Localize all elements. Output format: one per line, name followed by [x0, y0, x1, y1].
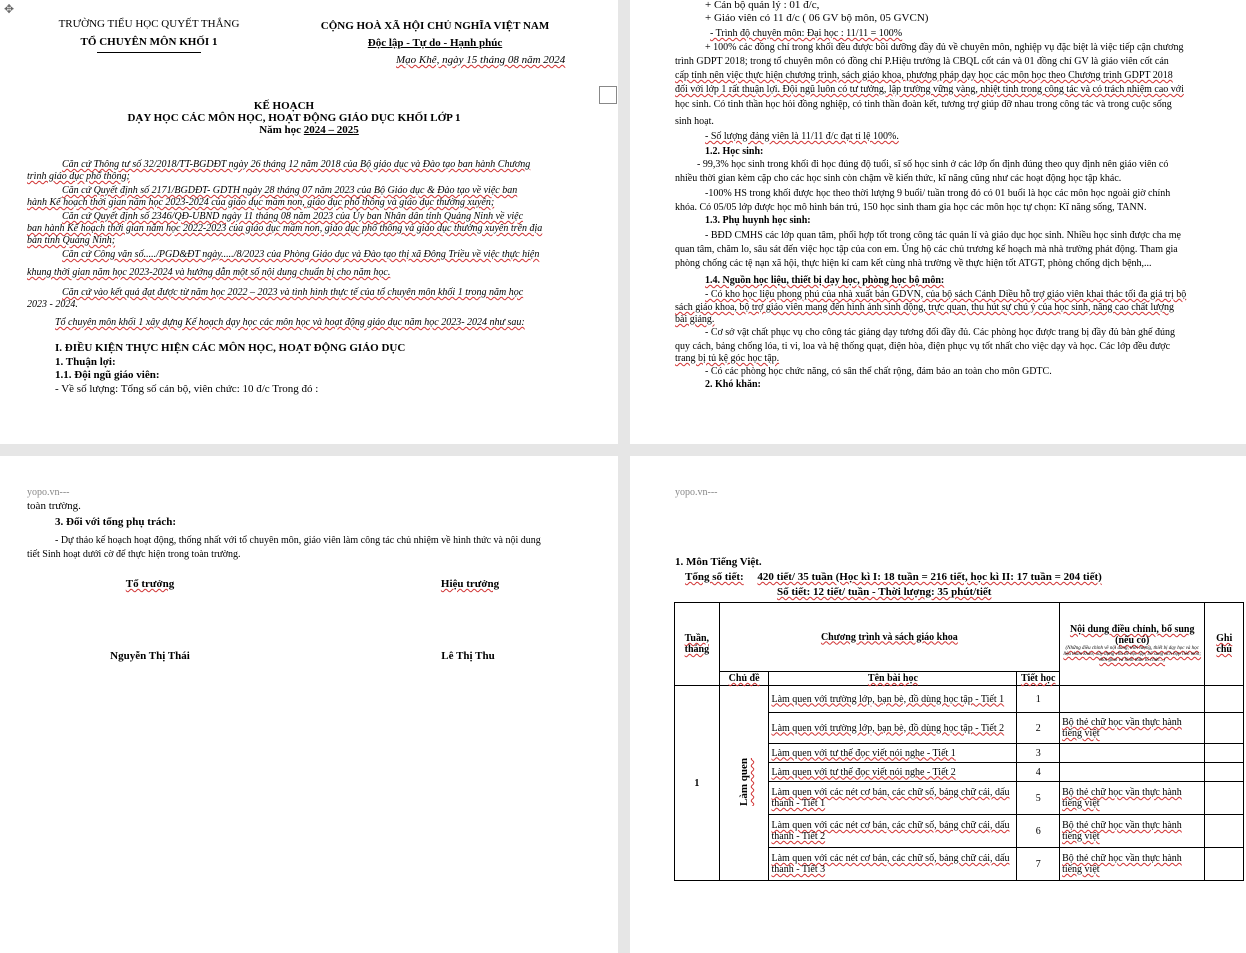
basis-line: Tổ chuyên môn khối 1 xây dựng Kế hoạch dạy học các môn học và hoạt động giáo dục năm học 2023- 2024 như sau: — [55, 317, 525, 328]
plan-title: KẾ HOẠCH — [253, 100, 315, 112]
note-cell — [1205, 713, 1244, 744]
table-header-row — [675, 603, 1244, 672]
text-line: + Cán bộ quản lý : 01 đ/c, — [705, 0, 820, 11]
text-line: sách giáo khoa, bộ trợ giáo viên mang đến hình ảnh sinh động, trực quan, thu hút sự chú ý của học sinh, nâng cao chất lượng — [675, 302, 1174, 313]
signature-title-left: Tổ trưởng — [125, 578, 175, 590]
basis-line: 2023 - 2024. — [27, 299, 78, 310]
checkbox[interactable] — [599, 86, 617, 104]
text-line: học sinh. Có tinh thần học hỏi đồng nghiệp, có tinh thần đoàn kết, tương trợ giúp đỡ nhau trong công tác và trong cuộc sống — [675, 99, 1172, 110]
text-line: trang bị tủ kệ góc học tập. — [675, 353, 780, 364]
adjust-cell — [1060, 686, 1205, 713]
country-header: CỘNG HOÀ XÃ HỘI CHỦ NGHĨA VIỆT NAM — [320, 20, 550, 32]
adjust-text: Bộ thẻ chữ học vần thực hành tiếng việt — [1062, 717, 1182, 739]
subsection-heading: 1.1. Đội ngũ giáo viên: — [55, 369, 160, 381]
basis-line: khung thời gian năm học 2023-2024 và hướng dẫn một số nội dung chuẩn bị cho năm học. — [27, 267, 391, 278]
period-cell: 2 — [1017, 713, 1060, 744]
text-line: bài giảng. — [675, 314, 715, 325]
school-year — [154, 124, 464, 137]
basis-line: Căn cứ Quyết định số 2346/QĐ-UBND ngày 11 tháng 08 năm 2023 của Ủy ban Nhân dân tỉnh Quảng Ninh về việc — [62, 211, 524, 222]
lesson-name: Làm quen với các nét cơ bản, các chữ số, bảng chữ cái, dấu thanh - Tiết 2 — [771, 820, 1010, 842]
place-date: Mạo Khê, ngày 15 tháng 08 năm 2024 — [396, 54, 566, 66]
note-cell — [1205, 848, 1244, 881]
week-cell: 1 — [675, 686, 720, 881]
lesson-name: Làm quen với trường lớp, bạn bè, đồ dùng học tập - Tiết 1 — [771, 693, 1005, 705]
period-cell: 5 — [1017, 782, 1060, 815]
lesson-name: Làm quen với các nét cơ bản, các chữ số, bảng chữ cái, dấu thanh - Tiết 3 — [771, 853, 1010, 875]
header-topic-label: Chủ đề — [728, 673, 760, 684]
header-program — [719, 603, 1059, 672]
lesson-name: Làm quen với các nét cơ bản, các chữ số, bảng chữ cái, dấu thanh - Tiết 1 — [771, 787, 1010, 809]
lesson-cell — [769, 686, 1017, 713]
periods-per-week: Số tiết: 12 tiết/ tuần - Thời lượng: 35 phút/tiết — [777, 586, 992, 598]
curriculum-table — [674, 602, 1244, 881]
adjust-text: Bộ thẻ chữ học vần thực hành tiếng việt — [1062, 853, 1182, 875]
topic-label: Làm quen — [737, 757, 750, 806]
total-periods-label: Tổng số tiết: — [685, 571, 744, 583]
text-line: - Số lượng đảng viên là 11/11 đ/c đạt tỉ lệ 100%. — [705, 131, 899, 142]
table-row — [675, 686, 1244, 713]
school-name: TRƯỜNG TIỂU HỌC QUYẾT THẮNG — [58, 18, 240, 30]
text-line: quan tâm, chăm lo, sâu sát đến việc học tập của con em. Ủng hộ các chủ trương kế hoạch mà nhà trường phát động. Tham gia — [675, 244, 1178, 255]
text-line: trình GDPT 2018; trong tổ chuyên môn có đồng chí P.Hiệu trưởng là CBQL cốt cán và 01 đồng chí GV là giáo viên cốt cán — [675, 56, 1169, 67]
subsection-heading: 1.4. Nguồn học liệu, thiết bị dạy học, phòng học bộ môn: — [705, 275, 945, 286]
signature-name-left: Nguyễn Thị Thái — [110, 650, 190, 662]
adjust-cell — [1060, 763, 1205, 782]
document-page-1 — [0, 0, 618, 444]
header-adjust-note: (Những điều chỉnh về nội dung, thời lượng, thiết bị dạy học và học liệu tham khảo; xây dựng chủ đề học tập, bổ sung tích hợp liên môn; thời gian và hình thức tổ chức...) — [1063, 646, 1202, 663]
adjust-cell — [1060, 848, 1205, 881]
header-period — [1017, 672, 1060, 686]
section-heading: I. ĐIỀU KIỆN THỰC HIỆN CÁC MÔN HỌC, HOẠT ĐỘNG GIÁO DỤC — [55, 342, 406, 354]
watermark: yopo.vn--- — [675, 487, 718, 498]
document-page-4 — [630, 456, 1246, 953]
header-note — [1205, 603, 1244, 686]
text-line: + Giáo viên có 11 đ/c ( 06 GV bộ môn, 05 GVCN) — [705, 12, 929, 24]
lesson-name: Làm quen với tư thế đọc viết nói nghe - Tiết 2 — [771, 766, 956, 778]
header-note-label: Ghi chú — [1216, 633, 1233, 655]
staff-count: - Về số lượng: Tổng số cán bộ, viên chức: 10 đ/c Trong đó : — [55, 383, 319, 395]
text-line: - Có kho học liệu phong phú của nhà xuất bản GDVN, của bộ sách Cánh Diều hỗ trợ giáo viên khai thác tối đa giá trị bộ — [705, 289, 1187, 300]
lesson-name: Làm quen với trường lớp, bạn bè, đồ dùng học tập - Tiết 2 — [771, 722, 1005, 734]
text-line: toàn trường. — [27, 500, 81, 512]
lesson-cell — [769, 713, 1017, 744]
adjust-cell — [1060, 744, 1205, 763]
watermark: yopo.vn--- — [27, 487, 70, 498]
total-periods-value: 420 tiết/ 35 tuần (Học kì I: 18 tuần = 216 tiết, học kì II: 17 tuần = 204 tiết) — [757, 571, 1102, 583]
signature-name-right: Lê Thị Thu — [441, 650, 495, 662]
lesson-name: Làm quen với tư thế đọc viết nói nghe - Tiết 1 — [771, 747, 956, 759]
lesson-cell — [769, 848, 1017, 881]
subsection-heading: 2. Khó khăn: — [705, 379, 761, 390]
note-cell — [1205, 782, 1244, 815]
topic-cell — [719, 686, 769, 881]
adjust-cell — [1060, 815, 1205, 848]
text-line: - 99,3% học sinh trong khối đi học đúng độ tuổi, sĩ số học sinh ở các lớp ổn định đúng theo quy định nên giáo viên có — [697, 159, 1169, 170]
header-lesson-label: Tên bài học — [867, 673, 918, 684]
adjust-text: Bộ thẻ chữ học vần thực hành tiếng việt — [1062, 820, 1182, 842]
text-line: đối với lớp 1 rất thuận lợi. Đội ngũ luôn có tư tưởng, lập trường vững vàng, nhiệt tình trong công tác và có trách nhiệm cao với — [675, 84, 1184, 95]
text-line: - Cơ sở vật chất phục vụ cho công tác giảng dạy tương đối đầy đủ. Các phòng học được trang bị đầy đủ bàn ghế đúng — [705, 327, 1175, 338]
period-cell: 3 — [1017, 744, 1060, 763]
basis-line: Căn cứ Quyết định số 2171/BGDĐT- GDTH ngày 28 tháng 07 năm 2023 của Bộ Giáo dục & Đào tạo về việc ban — [62, 185, 518, 196]
header-period-label: Tiết học — [1020, 673, 1056, 684]
text-line: cấp tỉnh nên việc thực hiện chương trình, sách giáo khoa, phương pháp dạy học các môn học theo Chương trình GDPT 2018 — [675, 70, 1173, 81]
document-page-2 — [630, 0, 1246, 444]
subsection-heading: 3. Đối với tổng phụ trách: — [55, 516, 176, 528]
document-page-3 — [0, 456, 618, 953]
plan-subtitle: DẠY HỌC CÁC MÔN HỌC, HOẠT ĐỘNG GIÁO DỤC KHỐI LỚP 1 — [127, 112, 461, 124]
text-line: tiết Sinh hoạt dưới cờ để thực hiện trong toàn trường. — [27, 549, 241, 560]
note-cell — [1205, 686, 1244, 713]
text-line: - Dự thảo kế hoạch hoạt động, thống nhất với tổ chuyên môn, giáo viên làm công tác chủ nhiệm về hình thức và nội dung — [55, 535, 541, 546]
header-week — [675, 603, 720, 686]
text-line: sinh hoạt. — [675, 116, 714, 127]
text-line: - Có các phòng học chức năng, có sân thể chất rộng, đảm bảo an toàn cho môn GDTC. — [705, 366, 1052, 377]
text-line-content: - Trình độ chuyên môn: Đại học : 11/11 = 100% — [710, 28, 903, 39]
adjust-cell — [1060, 713, 1205, 744]
basis-line: Căn cứ vào kết quả đạt được từ năm học 2022 – 2023 và tình hình thực tế của tổ chuyên môn khối 1 trong năm học — [62, 287, 524, 298]
basis-line: Căn cứ Thông tư số 32/2018/TT-BGDĐT ngày 26 tháng 12 năm 2018 của Bộ giáo dục và Đào tạo ban hành Chương — [62, 159, 531, 170]
text-line: - BĐD CMHS các lớp quan tâm, phối hợp tốt trong công tác quản lí và giáo dục học sinh. Nhiều học sinh được cha mẹ — [705, 230, 1181, 241]
note-cell — [1205, 815, 1244, 848]
adjust-text: Bộ thẻ chữ học vần thực hành tiếng việt — [1062, 787, 1182, 809]
lesson-cell — [769, 744, 1017, 763]
basis-line: bàn tỉnh Quảng Ninh; — [27, 235, 116, 246]
adjust-cell — [1060, 782, 1205, 815]
header-week-label: Tuần, tháng — [684, 633, 710, 655]
lesson-cell — [769, 782, 1017, 815]
header-adjust-label: Nội dung điều chỉnh, bổ sung (nếu có) — [1069, 624, 1195, 646]
text-line: khóa. Có 05/05 lớp được học mô hình bán trú, 150 học sinh tham gia học các môn học tự chọn: Kĩ năng sống, TANN. — [675, 202, 1147, 213]
text-line: nhiều thời gian kèm cặp cho các học sinh còn chậm về kiến thức, kĩ năng cũng như các hoạt động học tập khác. — [675, 173, 1122, 184]
divider-line — [97, 52, 201, 53]
lesson-cell — [769, 815, 1017, 848]
move-handle-icon[interactable]: ✥ — [3, 2, 15, 16]
period-cell: 4 — [1017, 763, 1060, 782]
header-lesson — [769, 672, 1017, 686]
text-line: phòng chống các tệ nạn xã hội, thực hiện kí cam kết cùng nhà trường về thực hiện tốt ATGT, phòng chống dịch bệnh,... — [675, 258, 1152, 269]
basis-line: Căn cứ Công văn số...../PGD&ĐT ngày...../8/2023 của Phòng Giáo dục và Đào tạo thị xã Đông Triều về việc thực hiện — [62, 249, 540, 260]
basis-line: trình giáo dục phổ thông; — [27, 171, 130, 182]
text-line: -100% HS trong khối được học theo thời lượng 9 buổi/ tuần trong đó có 01 buổi là học các môn học ngoài giờ chính — [705, 188, 1171, 199]
basis-line: ban hành Kế hoạch thời gian năm học 2022-2023 của giáo dục mầm non, giáo dục phổ thông và giáo dục thường xuyên trên địa — [27, 223, 543, 234]
period-cell: 7 — [1017, 848, 1060, 881]
subsection-heading: 1.2. Học sinh: — [705, 146, 764, 157]
total-periods — [685, 571, 1102, 584]
subject-heading: 1. Môn Tiếng Việt. — [675, 556, 762, 568]
text-line — [710, 27, 902, 40]
group-name: TỔ CHUYÊN MÔN KHỐI 1 — [80, 36, 218, 48]
subsection-heading: 1. Thuận lợi: — [55, 356, 116, 368]
note-cell — [1205, 763, 1244, 782]
period-cell: 1 — [1017, 686, 1060, 713]
note-cell — [1205, 744, 1244, 763]
header-topic — [719, 672, 769, 686]
lesson-cell — [769, 763, 1017, 782]
school-year-value: 2024 – 2025 — [303, 124, 359, 136]
text-line: + 100% các đồng chí trong khối đều được bồi dưỡng đầy đủ về chuyên môn, nghiệp vụ đặc biệt là việc tiếp cận chương — [705, 42, 1184, 53]
text-line: quy cách, bảng chống lóa, ti vi, loa và hệ thống quạt, điện hòa, điện phục vụ tốt nhất cho việc dạy và học. Các lớp đều được — [675, 341, 1171, 352]
school-year-prefix: Năm học — [259, 124, 304, 136]
header-adjust — [1060, 603, 1205, 686]
basis-line: hành Kế hoạch thời gian năm học 2023-2024 của giáo dục mầm non, giáo dục phổ thông và giáo dục thường xuyên; — [27, 197, 495, 208]
subsection-heading: 1.3. Phụ huynh học sinh: — [705, 215, 811, 226]
header-program-label: Chương trình và sách giáo khoa — [820, 631, 958, 643]
period-cell: 6 — [1017, 815, 1060, 848]
signature-title-right: Hiệu trưởng — [440, 578, 500, 590]
motto: Độc lập - Tự do - Hạnh phúc — [367, 37, 503, 49]
